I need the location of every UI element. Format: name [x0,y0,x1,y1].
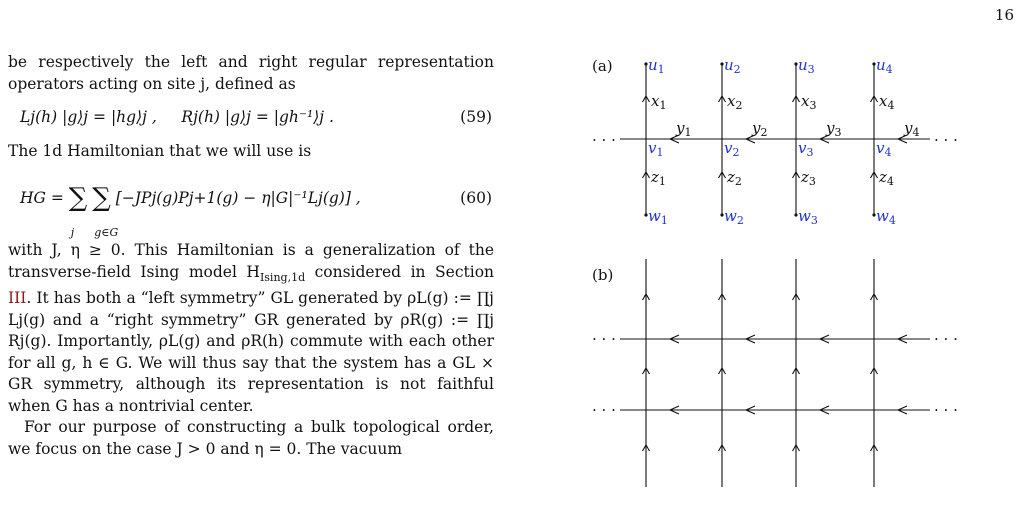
label-z-3: $z_3$ [801,168,816,188]
page-number: 16 [994,6,1014,24]
label-x-2: $x_2$ [727,92,743,112]
equation-60 [8,170,494,240]
paragraph-purpose: For our purpose of constructing a bulk topological order, we focus on the case J > 0 and η = 0. The vacuum [8,418,494,458]
label-u-2: $u_2$ [724,56,741,76]
label-z-2: $z_2$ [727,168,742,188]
label-z-1: $z_1$ [651,168,666,188]
label-x-3: $x_3$ [801,92,817,112]
lattice-figure [580,40,980,504]
label-w-1: $w_1$ [648,207,668,227]
label-w-2: $w_2$ [724,207,744,227]
equation-number-59: (59) [460,108,492,126]
equation-number-60: (60) [460,189,492,208]
equation-59 [8,107,494,129]
panel-b-label: (b) [592,266,614,284]
eq60-lhs: HG = [20,189,64,208]
label-v-3: $v_3$ [798,139,814,159]
panel-a-label: (a) [592,57,613,75]
label-w-4: $w_4$ [876,207,896,227]
label-u-3: $u_3$ [798,56,815,76]
paragraph-intro: be respectively the left and right regular representation operators acting on site j, defined as [8,53,494,93]
sum-symbol-g: ∑ g∈G [92,188,111,210]
label-x-1: $x_1$ [651,92,667,112]
label-y-2: $y_2$ [752,119,768,139]
panel-b-row1-right-dots: · · · [934,330,958,348]
eq60-body: [−JPj(g)Pj+1(g) − η|G|⁻¹Lj(g)] , [115,189,361,208]
sum-sub-j: j [70,226,75,240]
sum-symbol-j: ∑ j [69,188,88,210]
eq59-right: Rj(h) |g⟩j = |gh⁻¹⟩j . [181,108,334,126]
panel-a-left-dots: · · · [592,131,616,149]
paragraph-generalization: with J, η ≥ 0. This Hamiltonian is a generalization of the transverse-field Ising model $H_{Ising,1d}$ considered in Section III. It has both a “left symmetry” GL generated by ρL(g) := ∏j Lj(g) and a “right symmetry” GR generated by ρR(g) := ∏j Rj(g). Importantly, ρL(g) and ρR(h) commute with each other for all g, h ∈ G. We will thus say that the system has a GL × GR symmetry, although its representation is not faithful when G has a nontrivial center. [8,241,495,415]
sum-sub-g: g∈G [94,226,119,240]
lattice-svg [580,40,980,500]
label-u-4: $u_4$ [876,56,893,76]
label-y-4: $y_4$ [904,119,920,139]
section-link[interactable]: III [8,289,27,308]
label-v-2: $v_2$ [724,139,740,159]
label-v-1: $v_1$ [648,139,664,159]
label-y-1: $y_1$ [676,119,692,139]
label-y-3: $y_3$ [826,119,842,139]
panel-a-right-dots: · · · [934,131,958,149]
text-column [8,52,494,460]
label-z-4: $z_4$ [879,168,894,188]
label-u-1: $u_1$ [648,56,665,76]
panel-b-row1-left-dots: · · · [592,330,616,348]
eq59-left: Lj(h) |g⟩j = |hg⟩j , [20,108,157,126]
panel-b-row2-left-dots: · · · [592,401,616,419]
label-v-4: $v_4$ [876,139,892,159]
label-x-4: $x_4$ [879,92,895,112]
panel-b-row2-right-dots: · · · [934,401,958,419]
label-w-3: $w_3$ [798,207,818,227]
paragraph-hamiltonian: The 1d Hamiltonian that we will use is [8,141,312,160]
